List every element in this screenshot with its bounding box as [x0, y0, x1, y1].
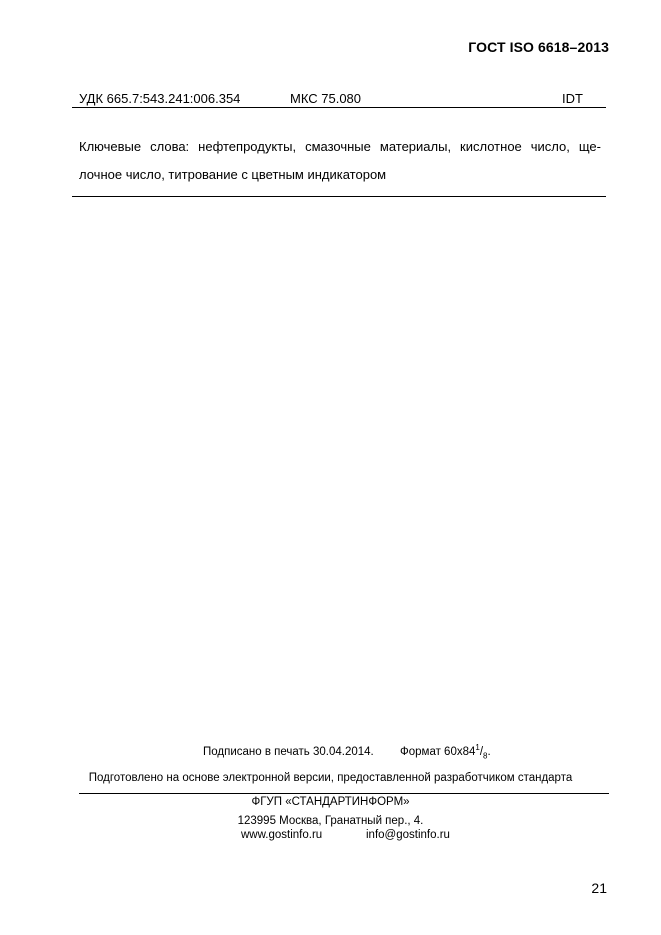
- page-number: 21: [591, 880, 607, 896]
- paper-format: [400, 743, 491, 761]
- imprint-divider: [79, 793, 609, 794]
- udk-code: УДК 665.7:543.241:006.354: [79, 91, 241, 106]
- keywords-paragraph: [79, 133, 601, 189]
- mks-code: МКС 75.080: [290, 91, 362, 106]
- keywords-line-1: Ключевые слова: нефтепродукты, смазочные материалы, кислотное число, ще-: [79, 139, 601, 154]
- paper-format-suffix: .: [487, 746, 491, 758]
- classification-row: [79, 91, 583, 107]
- harmonization-degree: IDT: [562, 91, 583, 106]
- contact-row: [0, 829, 661, 845]
- publisher-address: 123995 Москва, Гранатный пер., 4.: [237, 815, 424, 827]
- keywords-line-2: лочное число, титрование с цветным индикатором: [79, 167, 387, 182]
- paper-format-prefix: Формат 60x84: [400, 746, 476, 758]
- standard-title: ГОСТ ISO 6618–2013: [468, 39, 609, 55]
- prepared-note: Подготовлено на основе электронной версии, предоставленной разработчиком стандарта: [88, 772, 573, 784]
- paper-format-numerator: 1: [475, 743, 480, 753]
- paper-format-denominator: 8: [483, 751, 488, 761]
- publisher-name: ФГУП «СТАНДАРТИНФОРМ»: [251, 796, 410, 808]
- imprint-sign-row: [0, 743, 661, 762]
- paper-format-slash: /: [479, 746, 484, 758]
- website-link[interactable]: www.gostinfo.ru: [241, 829, 323, 841]
- classification-divider: [72, 107, 606, 108]
- keywords-divider: [72, 196, 606, 197]
- signed-date: Подписано в печать 30.04.2014.: [203, 746, 374, 758]
- email-link[interactable]: info@gostinfo.ru: [366, 829, 450, 841]
